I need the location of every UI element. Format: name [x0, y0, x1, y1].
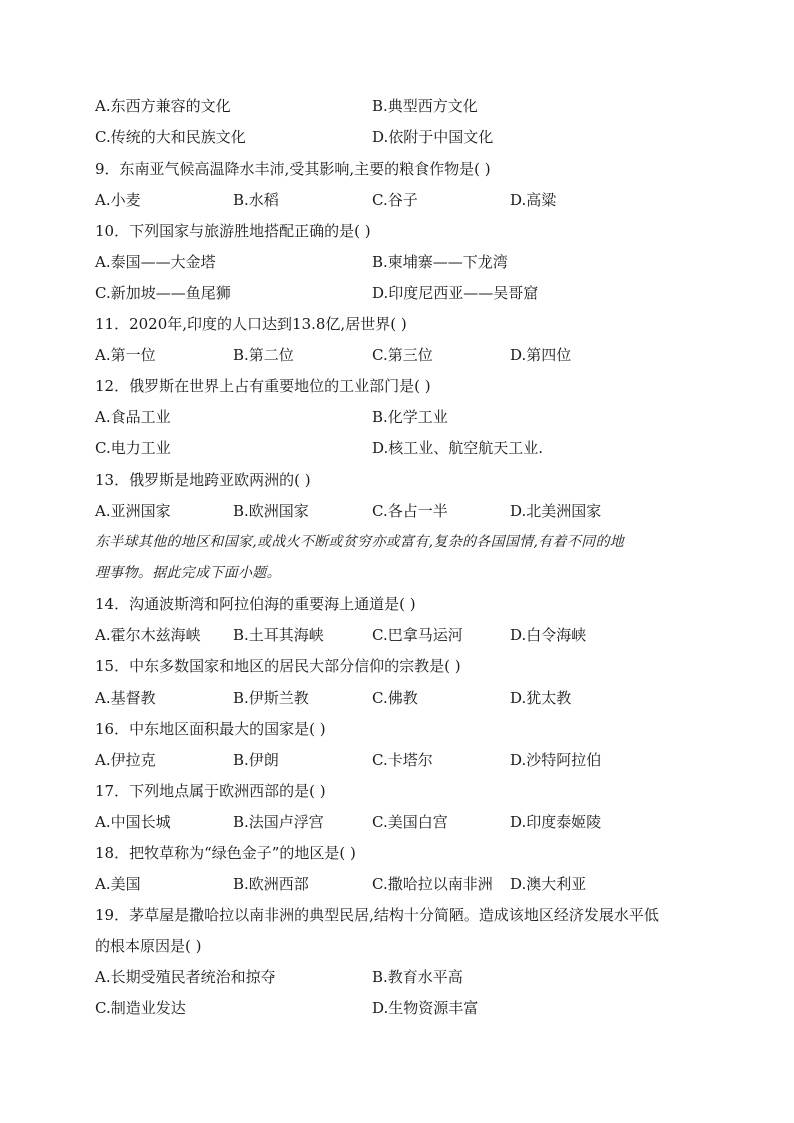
option-d: D.印度泰姬陵 — [510, 813, 602, 831]
option-a: A.泰国——大金塔 — [95, 253, 216, 271]
option-d: D.高粱 — [510, 191, 557, 209]
option-c: C.美国白宫 — [372, 813, 448, 831]
option-a: C.传统的大和民族文化 — [95, 128, 246, 146]
option-a: A.第一位 — [95, 346, 156, 364]
question-text: 12．俄罗斯在世界上占有重要地位的工业部门是( ) — [95, 377, 431, 395]
option-b: B.第二位 — [233, 346, 294, 364]
option-a: A.基督教 — [95, 689, 156, 707]
option-a: C.新加坡——鱼尾狮 — [95, 284, 231, 302]
option-a: A.霍尔木兹海峡 — [95, 626, 201, 644]
option-a: C.电力工业 — [95, 439, 171, 457]
question-text: 16．中东地区面积最大的国家是( ) — [95, 720, 326, 738]
question-text: 15．中东多数国家和地区的居民大部分信仰的宗教是( ) — [95, 657, 461, 675]
option-b: B.欧洲国家 — [233, 502, 309, 520]
option-b: B.柬埔寨——下龙湾 — [372, 253, 508, 271]
option-a: A.长期受殖民者统治和掠夺 — [95, 968, 276, 986]
question-text: 13．俄罗斯是地跨亚欧两洲的( ) — [95, 471, 311, 489]
option-b: B.伊斯兰教 — [233, 689, 309, 707]
option-b: B.化学工业 — [372, 408, 448, 426]
option-a: A.小麦 — [95, 191, 141, 209]
option-a: C.制造业发达 — [95, 999, 186, 1017]
option-a: A.食品工业 — [95, 408, 171, 426]
question-text: 18．把牧草称为“绿色金子”的地区是( ) — [95, 844, 356, 862]
option-a: A.伊拉克 — [95, 751, 156, 769]
option-b: B.教育水平高 — [372, 968, 463, 986]
option-b: B.欧洲西部 — [233, 875, 309, 893]
option-c: C.卡塔尔 — [372, 751, 433, 769]
option-a: A.中国长城 — [95, 813, 171, 831]
option-d: D.犹太教 — [510, 689, 572, 707]
option-c: C.佛教 — [372, 689, 418, 707]
question-text: 的根本原因是( ) — [95, 937, 202, 955]
question-text: 14．沟通波斯湾和阿拉伯海的重要海上通道是( ) — [95, 595, 416, 613]
option-b: B.水稻 — [233, 191, 279, 209]
question-text: 10．下列国家与旅游胜地搭配正确的是( ) — [95, 222, 371, 240]
option-a: A.东西方兼容的文化 — [95, 97, 231, 115]
option-b: B.土耳其海峡 — [233, 626, 324, 644]
option-b: D.印度尼西亚——吴哥窟 — [372, 284, 539, 302]
option-b: B.典型西方文化 — [372, 97, 478, 115]
option-d: D.沙特阿拉伯 — [510, 751, 602, 769]
option-b: B.伊朗 — [233, 751, 279, 769]
option-c: C.第三位 — [372, 346, 433, 364]
question-text: 9．东南亚气候高温降水丰沛,受其影响,主要的粮食作物是( ) — [95, 160, 491, 178]
option-d: D.澳大利亚 — [510, 875, 587, 893]
question-text: 17．下列地点属于欧洲西部的是( ) — [95, 782, 326, 800]
question-text: 11．2020年,印度的人口达到13.8亿,居世界( ) — [95, 315, 407, 333]
option-c: C.各占一半 — [372, 502, 448, 520]
option-d: D.白令海峡 — [510, 626, 587, 644]
option-a: A.美国 — [95, 875, 141, 893]
option-b: D.核工业、航空航天工业. — [372, 439, 544, 457]
option-c: C.撒哈拉以南非洲 — [372, 875, 493, 893]
option-d: D.北美洲国家 — [510, 502, 602, 520]
option-c: C.谷子 — [372, 191, 418, 209]
passage-text: 理事物。据此完成下面小题。 — [95, 565, 281, 581]
option-b: D.生物资源丰富 — [372, 999, 479, 1017]
option-b: D.依附于中国文化 — [372, 128, 494, 146]
question-text: 19．茅草屋是撒哈拉以南非洲的典型民居,结构十分简陋。造成该地区经济发展水平低 — [95, 906, 659, 924]
option-d: D.第四位 — [510, 346, 572, 364]
option-a: A.亚洲国家 — [95, 502, 171, 520]
passage-text: 东半球其他的地区和国家,或战火不断或贫穷亦或富有,复杂的各国国情,有着不同的地 — [95, 534, 625, 550]
option-b: B.法国卢浮宫 — [233, 813, 324, 831]
option-c: C.巴拿马运河 — [372, 626, 463, 644]
